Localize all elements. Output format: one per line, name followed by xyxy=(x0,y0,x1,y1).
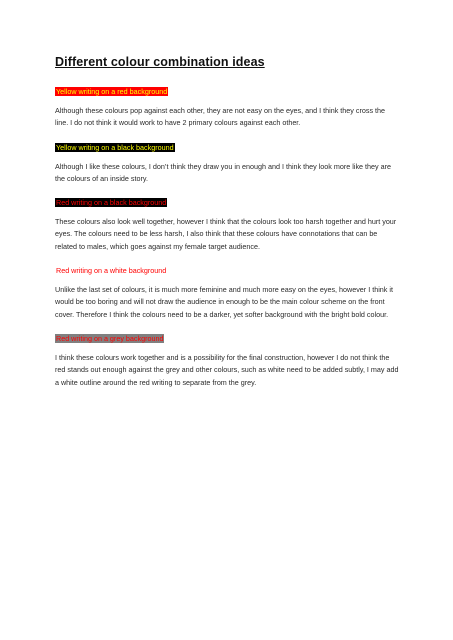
section-body: Unlike the last set of colours, it is much more feminine and much more easy on the eyes, however I think it would be too boring and will not draw the audience in enough to be the main colour scheme on the front cover. Therefore I think the colours need to be a darker, yet softer background with the bright bold colour. xyxy=(55,285,393,319)
section-red-on-black xyxy=(55,192,400,253)
section-heading: Yellow writing on a red background xyxy=(56,87,168,96)
section-yellow-on-black xyxy=(55,137,400,186)
section-heading: Yellow writing on a black background xyxy=(56,142,174,152)
section-heading: Red writing on a grey background xyxy=(56,333,164,343)
section-red-on-grey xyxy=(55,328,400,389)
section-body: Although I like these colours, I don’t think they draw you in enough and I think they look more like they are the colours of an inside story. xyxy=(55,161,392,183)
section-red-on-white xyxy=(55,260,400,321)
section-body: I think these colours work together and is a possibility for the final construction, however I do not think the red stands out enough against the grey and other colours, such as white need to be added subtly, I may add a white outline around the red writing to separate from the grey. xyxy=(55,352,399,387)
page-title: Different colour combination ideas xyxy=(55,55,265,69)
section-yellow-on-red xyxy=(55,81,400,130)
section-body: Although these colours pop against each other, they are not easy on the eyes, and I think they cross the line. I do not think it would work to have 2 primary colours against each other. xyxy=(55,106,386,128)
document-page xyxy=(55,55,400,396)
section-heading: Red writing on a white background xyxy=(56,266,167,276)
section-body: These colours also look well together, however I think that the colours look too harsh together and hurt your eyes. The colours need to be less harsh, I also think that these colours have connotations that can be related to males, which goes against my female target audience. xyxy=(55,217,397,251)
section-heading: Red writing on a black background xyxy=(56,198,167,208)
